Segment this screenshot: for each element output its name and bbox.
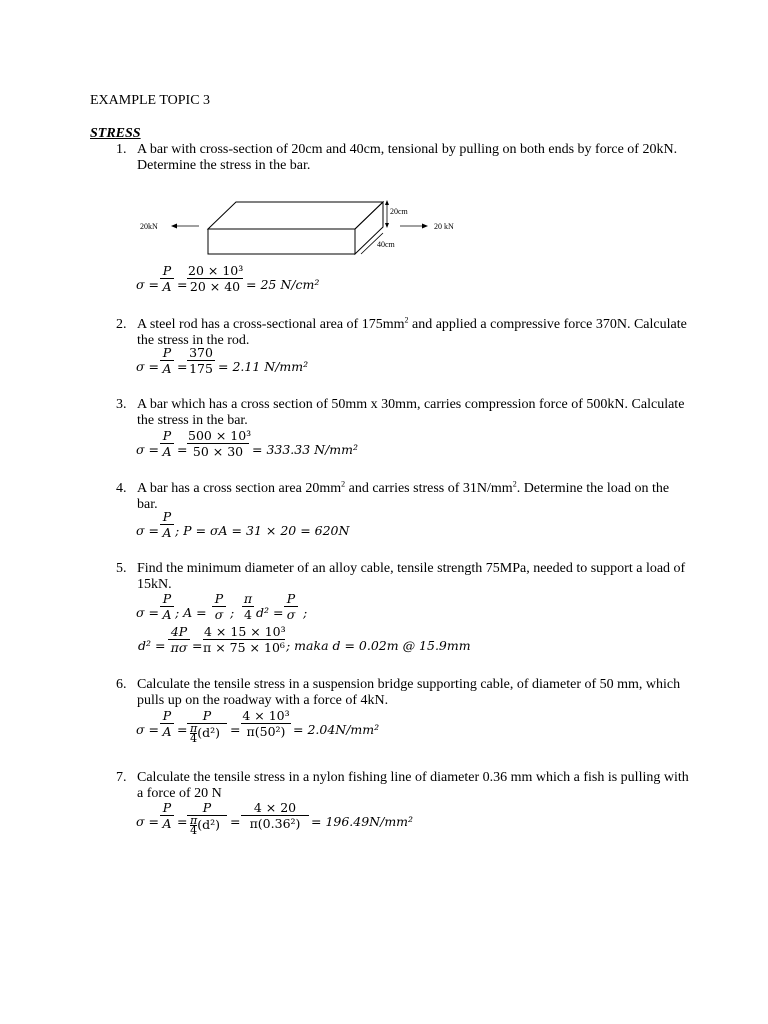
numerator: 500 × 10³ — [188, 428, 252, 443]
equation-result: ; maka d = 0.02m @ 15.9mm — [286, 638, 471, 653]
fraction — [160, 509, 174, 540]
equation-lhs: σ = — [136, 722, 159, 737]
equals-sign: = — [177, 722, 188, 737]
fraction: $\frac{\text{4 × 10³}}{\text{π(50²)}}$ — [242, 708, 290, 739]
equation-lhs: σ = — [136, 814, 159, 829]
question-text-line: Find the minimum diameter of an alloy cable, tensile strength 75MPa, needed to support a load of — [137, 561, 686, 576]
question-number: 7. — [116, 770, 127, 785]
fraction: $\frac{P}{A}$ — [160, 708, 174, 739]
fraction — [160, 345, 174, 376]
equation-result: = 196.49N/mm² — [311, 814, 414, 829]
height-label: 20cm — [390, 207, 408, 216]
equals-sign: = — [230, 722, 241, 737]
question-text-line: A bar with cross-section of 20cm and 40cm, tensional by pulling on both ends by force of 20kN. — [137, 142, 678, 157]
numerator: 20 × 10³ — [188, 263, 244, 278]
question-number: 3. — [116, 397, 127, 412]
fraction — [187, 428, 252, 459]
equation-separator: ; — [230, 605, 235, 620]
fraction: $\frac{4 \times 20}{\text{π(0.36²)}}$ — [241, 800, 309, 831]
equals-sign: = — [192, 638, 203, 653]
equals-sign: = — [177, 814, 188, 829]
equation-separator: ; — [303, 605, 308, 620]
fraction: $\frac{P}{\sigma}$ — [284, 591, 298, 622]
equation-result: ; P = σA = 31 × 20 = 620N — [175, 523, 350, 538]
equation-lhs: σ = — [136, 277, 159, 292]
equation-lhs: σ = — [136, 359, 159, 374]
fraction-quarter-pi: P $\frac{\pi}{4}$ (d²) — [187, 800, 227, 835]
equation-lhs: σ = — [136, 523, 159, 538]
numerator: P — [160, 345, 174, 361]
fraction: $\frac{P}{\sigma}$ — [212, 591, 226, 622]
denominator: A — [162, 444, 172, 459]
fraction: $\frac{P}{A}$ — [160, 591, 174, 622]
equation-result: = 2.04N/mm² — [293, 722, 380, 737]
equation-lhs: σ = — [136, 442, 159, 457]
denominator: 20 × 40 — [189, 279, 241, 294]
equals-sign: = — [177, 277, 188, 292]
denominator: 175 — [189, 361, 213, 376]
equals-sign: = — [177, 442, 188, 457]
fraction: $\frac{\pi}{4}$ — [243, 591, 253, 622]
question-text-line: a force of 20 N — [137, 786, 222, 801]
denominator: A — [162, 361, 172, 376]
numerator: 370 — [187, 345, 215, 361]
denominator: A — [162, 279, 172, 294]
denominator: 50 × 30 — [192, 444, 244, 459]
question-text-line: Determine the stress in the bar. — [137, 158, 311, 173]
fraction: $\frac{\text{4 × 15 × 10³}}{\text{π × 75 × 10⁶}}$ — [203, 624, 286, 655]
question-text-line: Calculate the tensile stress in a suspension bridge supporting cable, of diameter of 50 mm, which — [137, 677, 681, 692]
question-number: 1. — [116, 142, 127, 157]
equation-lhs: d² = — [138, 638, 166, 653]
equation-separator: d² = — [256, 605, 284, 620]
question-text-line: Calculate the tensile stress in a nylon fishing line of diameter 0.36 mm which a fish is pulling with — [137, 770, 689, 785]
question-text-line: 15kN. — [137, 577, 172, 592]
question-text-line: the stress in the bar. — [137, 413, 248, 428]
denominator: A — [162, 525, 172, 540]
equation-result: = 25 N/cm² — [246, 277, 320, 292]
question-text-line: bar. — [137, 497, 158, 512]
bar-front-face — [208, 229, 355, 254]
bar-diagram — [135, 190, 475, 260]
document-title: EXAMPLE TOPIC 3 — [90, 93, 211, 108]
fraction: $\frac{P}{A}$ — [160, 800, 174, 831]
bar-top-face — [208, 202, 383, 229]
question-text-line: pulls up on the roadway with a force of 4kN. — [137, 693, 389, 708]
right-force-label: 20 kN — [434, 222, 454, 231]
fraction-quarter-pi: P $\frac{\pi}{4}$ (d²) — [187, 708, 227, 743]
question-number: 2. — [116, 317, 127, 332]
section-heading: STRESS — [90, 126, 141, 141]
question-text-line: A bar which has a cross section of 50mm x 30mm, carries compression force of 500kN. Calculate — [137, 397, 685, 412]
question-text-line: A bar has a cross section area $20mm^2$ and carries stress of $31N/mm^2$. Determine the load on the — [137, 479, 670, 496]
right-arrowhead — [422, 224, 428, 229]
fraction — [187, 263, 243, 294]
equation-separator: ; A = — [175, 605, 207, 620]
equation-lhs: σ = — [136, 605, 159, 620]
equation-result: = 333.33 N/mm² — [252, 442, 359, 457]
fraction: $\frac{4P}{\pi\sigma}$ — [168, 624, 190, 655]
question-text-line: A steel rod has a cross-sectional area of $175mm^2$ and applied a compressive force 370N. Calculate — [137, 315, 687, 332]
numerator: P — [160, 263, 174, 279]
question-number: 5. — [116, 561, 127, 576]
fraction — [160, 428, 174, 459]
equation-result: = 2.11 N/mm² — [218, 359, 309, 374]
numerator: P — [160, 509, 174, 525]
depth-label: 40cm — [377, 240, 395, 249]
equals-sign: = — [177, 359, 188, 374]
fraction — [187, 345, 215, 376]
question-text-line: the stress in the rod. — [137, 333, 250, 348]
question-number: 6. — [116, 677, 127, 692]
equals-sign: = — [230, 814, 241, 829]
left-arrowhead — [171, 224, 177, 229]
left-force-label: 20kN — [140, 222, 158, 231]
fraction — [160, 263, 174, 294]
question-number: 4. — [116, 481, 127, 496]
numerator: P — [160, 428, 174, 444]
